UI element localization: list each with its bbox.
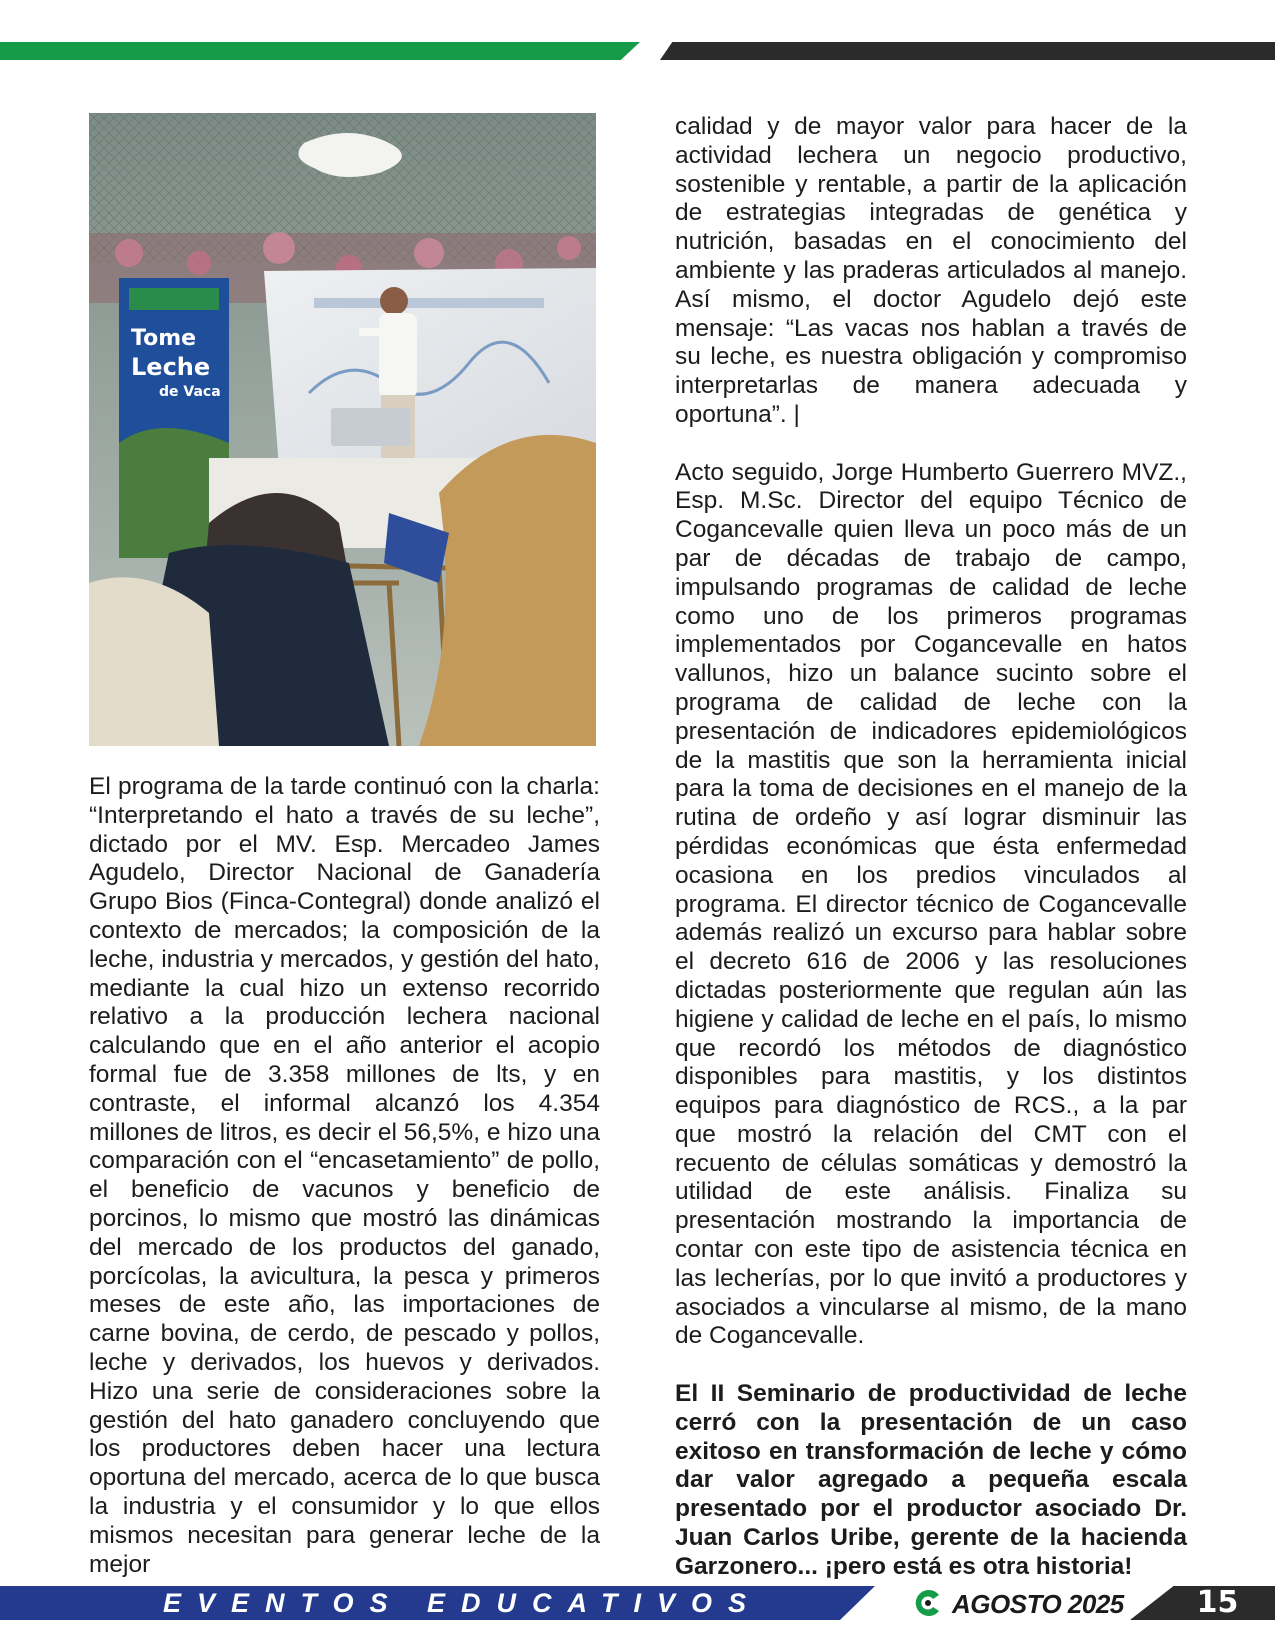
footer-section-label: EVENTOS EDUCATIVOS (163, 1588, 763, 1618)
article-left-column (89, 773, 600, 1579)
cogancevalle-logo-icon (912, 1587, 944, 1619)
article-closing-paragraph: El II Seminario de productividad de leche cerró con la presentación de un caso exitoso en transformación de leche y cómo dar valor agregado a pequeña escala presentado por el productor asociado Dr. Juan Carlos Uribe, gerente de la hacienda Garzonero... ¡pero está es otra historia! (675, 1380, 1187, 1580)
article-paragraph: calidad y de mayor valor para hacer de la actividad lechera un negocio productivo, sostenible y rentable, a partir de la aplicación de estrategias integradas de genética y nutrición, basadas en el conocimiento del ambiente y las praderas articulados al manejo. Así mismo, el doctor Agudelo dejó este mensaje: “Las vacas nos hablan a través de su leche, es nuestra obligación y compromiso interpretarlas de manera adecuada y oportuna”. | (675, 113, 1187, 428)
page-number: 15 (1196, 1585, 1239, 1620)
banner-text-line3: de Vaca (159, 384, 221, 400)
header-green-bar (0, 42, 640, 60)
issue-date: AGOSTO 2025 (952, 1589, 1124, 1619)
banner-text-line2: Leche (131, 353, 211, 381)
event-photo-illustration (89, 113, 596, 746)
article-paragraph: Acto seguido, Jorge Humberto Guerrero MVZ., Esp. M.Sc. Director del equipo Técnico de Cogancevalle quien lleva un poco más de un par de décadas de trabajo de campo, impulsando programas de calidad de leche como uno de los primeros programas implementados por Cogancevalle en hatos vallunos, hizo un balance sucinto sobre el programa de calidad de leche con la presentación de indicadores epidemiológicos de la mastitis que son la herramienta inicial para la toma de decisiones en el manejo de la rutina de ordeño y así lograr disminuir las pérdidas económicas que ésta enfermedad ocasiona en los predios vinculados al programa. El director técnico de Cogancevalle además realizó un excurso para hablar sobre el decreto 616 de 2006 y las resoluciones dictadas posteriormente que regulan aún las higiene y calidad de leche en el país, lo mismo que recordó los métodos de diagnóstico disponibles para mastitis, y los distintos equipos para diagnóstico de RCS., a la par que mostró la relación del CMT con el recuento de células somáticas y demostró la utilidad de este análisis. Finaliza su presentación mostrando la importancia de contar con este tipo de asistencia técnica en las lecherías, por lo que invitó a productores y asociados a vincularse al mismo, de la mano de Cogancevalle. (675, 458, 1187, 1350)
banner-text-line1: Tome (131, 326, 197, 351)
header-dark-bar (660, 42, 1275, 60)
article-paragraph: El programa de la tarde continuó con la charla: “Interpretando el hato a través de su leche”, dictado por el MV. Esp. Mercadeo James Agudelo, Director Nacional de Ganadería Grupo Bios (Finca-Contegral) donde analizó el contexto de mercados; la composición de la leche, industria y mercados, y gestión del hato, mediante la cual hizo un extenso recorrido relativo a la producción lechera nacional calculando que en el año anterior el acopio formal fue de 3.358 millones de lts, y en contraste, el informal alcanzó los 4.354 millones de litros, es decir el 56,5%, e hizo una comparación con el “encasetamiento” de pollo, el beneficio de vacunos y beneficio de porcinos, lo mismo que mostró las dinámicas del mercado de los productos del ganado, porcícolas, la avicultura, la pesca y primeros meses de este año, las importaciones de carne bovina, de cerdo, de pescado y pollos, leche y derivados, los huevos y derivados. Hizo una serie de consideraciones sobre la gestión del hato ganadero concluyendo que los productores deben hacer una lectura oportuna del mercado, acerca de lo que busca la industria y el consumidor y lo que ellos mismos necesitan para generar leche de la mejor (89, 773, 600, 1578)
article-right-column (675, 113, 1187, 1582)
event-photo (89, 113, 596, 746)
